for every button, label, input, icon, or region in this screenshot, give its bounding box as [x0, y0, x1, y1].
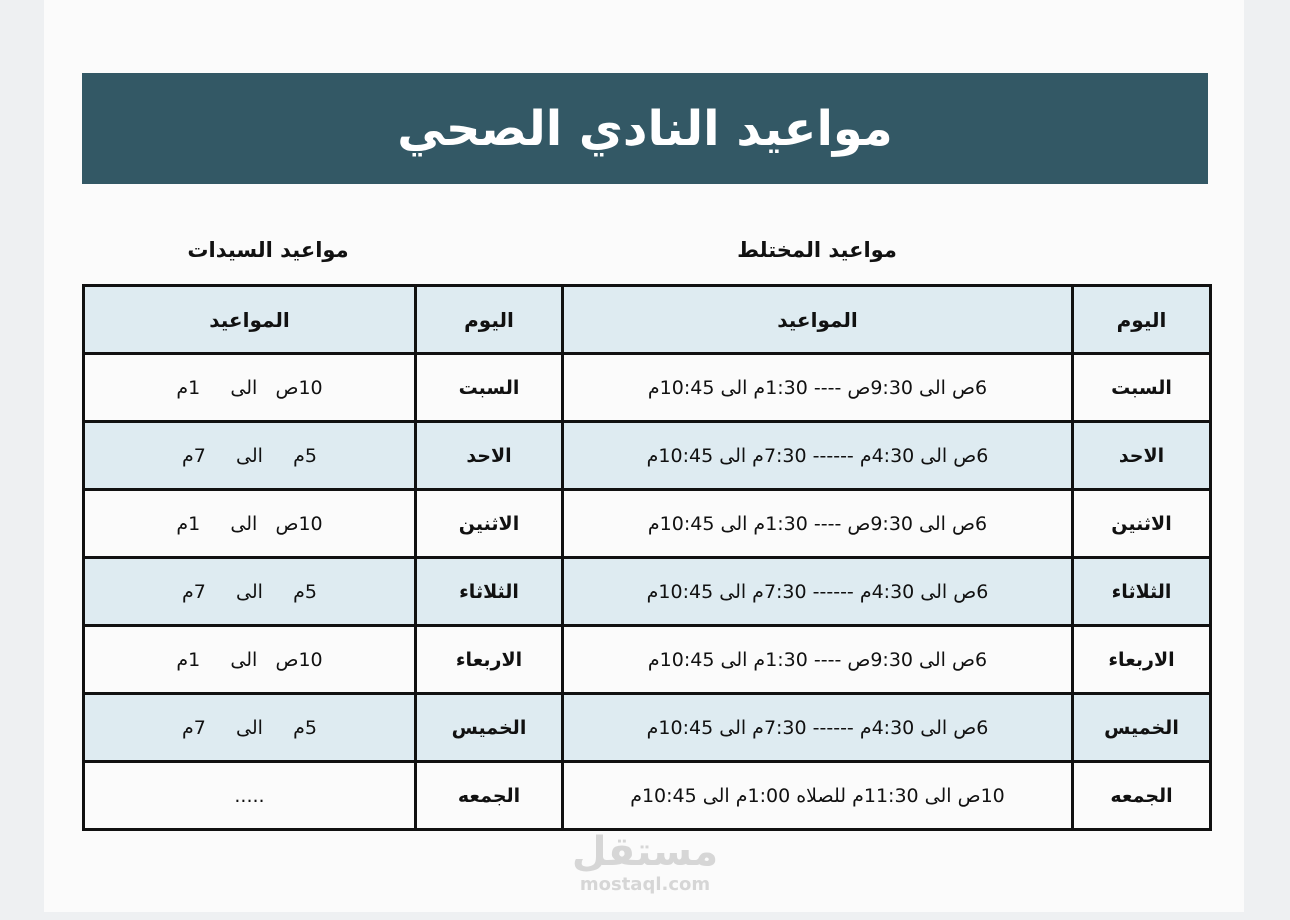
title-banner [82, 73, 1208, 184]
ladies-day-cell: الاثنين [416, 490, 563, 558]
ladies-time-cell: 10ص الى 1م [84, 490, 416, 558]
ladies-time-cell: 5م الى 7م [84, 422, 416, 490]
mixed-day-cell: الاثنين [1073, 490, 1211, 558]
ladies-time-header: المواعيد [84, 286, 416, 354]
ladies-time-cell: 5م الى 7م [84, 694, 416, 762]
mixed-time-cell: 10ص الى 11:30م للصلاه 1:00م الى 10:45م [563, 762, 1073, 830]
ladies-day-cell: الخميس [416, 694, 563, 762]
table-row [84, 558, 1211, 626]
table-row [84, 694, 1211, 762]
mixed-day-header: اليوم [1073, 286, 1211, 354]
mixed-time-cell: 6ص الى 9:30ص ---- 1:30م الى 10:45م [563, 490, 1073, 558]
ladies-day-cell: الثلاثاء [416, 558, 563, 626]
table-header-row [84, 286, 1211, 354]
ladies-day-cell: الاحد [416, 422, 563, 490]
mixed-time-cell: 6ص الى 4:30م ------ 7:30م الى 10:45م [563, 694, 1073, 762]
ladies-day-cell: السبت [416, 354, 563, 422]
table-row [84, 422, 1211, 490]
mixed-time-header: المواعيد [563, 286, 1073, 354]
ladies-day-cell: الجمعه [416, 762, 563, 830]
mixed-day-cell: الخميس [1073, 694, 1211, 762]
ladies-time-cell: 5م الى 7م [84, 558, 416, 626]
mixed-day-cell: الجمعه [1073, 762, 1211, 830]
watermark-logo: مستقل [571, 829, 719, 875]
ladies-time-cell: 10ص الى 1م [84, 354, 416, 422]
mixed-day-cell: السبت [1073, 354, 1211, 422]
table-row [84, 626, 1211, 694]
ladies-day-header: اليوم [416, 286, 563, 354]
table-row [84, 354, 1211, 422]
mostaql-watermark [540, 830, 750, 896]
mixed-day-cell: الاربعاء [1073, 626, 1211, 694]
mixed-day-cell: الاحد [1073, 422, 1211, 490]
table-row [84, 762, 1211, 830]
ladies-time-cell: 10ص الى 1م [84, 626, 416, 694]
mixed-time-cell: 6ص الى 4:30م ------ 7:30م الى 10:45م [563, 422, 1073, 490]
mixed-day-cell: الثلاثاء [1073, 558, 1211, 626]
schedule-table [82, 284, 1212, 831]
table-row [84, 490, 1211, 558]
ladies-schedule-heading: مواعيد السيدات [187, 238, 349, 262]
mixed-schedule-heading: مواعيد المختلط [737, 238, 897, 262]
mixed-time-cell: 6ص الى 9:30ص ---- 1:30م الى 10:45م [563, 626, 1073, 694]
ladies-time-cell: ..... [84, 762, 416, 830]
mixed-time-cell: 6ص الى 9:30ص ---- 1:30م الى 10:45م [563, 354, 1073, 422]
ladies-day-cell: الاربعاء [416, 626, 563, 694]
page-title: مواعيد النادي الصحي [397, 100, 893, 157]
mixed-time-cell: 6ص الى 4:30م ------ 7:30م الى 10:45م [563, 558, 1073, 626]
watermark-url: mostaql.com [579, 874, 711, 895]
